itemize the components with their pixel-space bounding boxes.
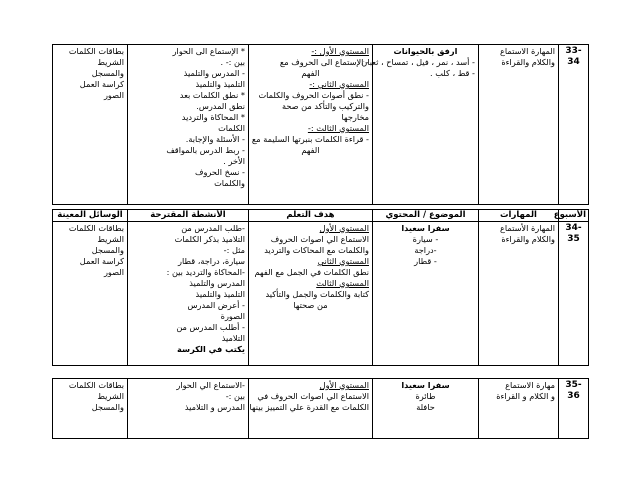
week-cell: 34-35 xyxy=(559,222,589,366)
activity-line: - الأسئلة والإجابة. xyxy=(185,134,245,144)
activity-line: الأخر . xyxy=(223,156,245,166)
topic-title: سفرا سعيدا xyxy=(401,380,450,390)
activity-line: مثل :- xyxy=(223,245,245,255)
topic-line: - أسد ، نمر ، فيل ، تمساح ، ثعبان xyxy=(361,57,475,67)
goal-line: والتركيب والتأكد من صحة xyxy=(281,101,369,111)
topic-line: - قطار xyxy=(414,256,437,266)
topic-line: - قط ، كلب . xyxy=(430,68,475,78)
header-topic: الموضوع / المحتوي xyxy=(373,210,479,222)
topic-line: طائرة xyxy=(415,391,436,401)
aids-cell xyxy=(53,222,128,366)
activity-line: المدرس والتلميذ xyxy=(189,278,245,288)
goal-level-heading: المستوي الثاني :- xyxy=(309,79,369,89)
skills-line: والكلام والقراءة xyxy=(501,234,555,244)
topic-title: سفرا سعيدا xyxy=(401,223,450,233)
header-goal: هدف التعلم xyxy=(249,210,373,222)
week-cell: 33-34 xyxy=(559,45,589,205)
goal-line: الاستماع الي اصوات الحروف في xyxy=(257,391,369,401)
goal-cell xyxy=(249,222,373,366)
aid-line: بطاقات الكلمات xyxy=(68,223,124,233)
goal-line: كتابة والكلمات والجمل والتأكيد xyxy=(265,289,369,299)
aid-line: الصور xyxy=(103,267,124,277)
aid-line: الصور xyxy=(103,90,124,100)
goal-level-heading: المستوي الثاني xyxy=(317,256,369,266)
activity-line: والكلمات xyxy=(214,178,245,188)
aid-line: بطاقات الكلمات xyxy=(68,380,124,390)
topic-line: حافلة xyxy=(416,402,435,412)
goal-line: الفهم xyxy=(301,68,320,78)
activity-line: * نطق الكلمات بعد xyxy=(179,90,245,100)
goal-level-heading: المستوي الثالث :- xyxy=(307,123,369,133)
aid-line: كراسة العمل xyxy=(79,256,124,266)
activity-line: التلميذ والتلميذ xyxy=(195,79,245,89)
lesson-table-3 xyxy=(52,378,589,439)
activity-line: المدرس و التلاميذ xyxy=(184,402,245,412)
activity-line: - أعرض المدرس xyxy=(187,300,245,310)
goal-level-heading: المستوي الأول xyxy=(319,223,369,233)
topic-line: - سيارة xyxy=(412,234,439,244)
skills-cell xyxy=(479,45,559,205)
activities-cell xyxy=(128,222,249,366)
activity-line: * الإستماع الى الحوار xyxy=(172,46,245,56)
activity-line: سيارة، دراجة، قطار xyxy=(178,256,245,266)
table-row xyxy=(53,222,589,366)
table-row xyxy=(53,45,589,205)
goal-level-heading: المستوي الأول :- xyxy=(311,46,369,56)
lesson-table-1 xyxy=(52,44,589,205)
aids-cell xyxy=(53,379,128,439)
goal-cell xyxy=(249,45,373,205)
topic-cell xyxy=(361,45,479,205)
topic-line: -دراجة xyxy=(414,245,437,255)
activity-line: نطق المدرس. xyxy=(196,101,245,111)
aid-line: والمسجل xyxy=(91,245,124,255)
skills-line: المهارة الاستماع xyxy=(499,46,555,56)
activity-line: -طلب المدرس من xyxy=(181,223,245,233)
aid-line: والمسجل xyxy=(91,68,124,78)
activity-line: التلاميذ بذكر الكلمات xyxy=(174,234,245,244)
skills-line: المهارة الأستماع xyxy=(499,223,555,233)
header-skills: المهارات xyxy=(479,210,559,222)
activities-cell xyxy=(128,45,249,205)
activity-line: التلاميذ xyxy=(221,333,245,343)
lesson-table-2 xyxy=(52,209,589,366)
goal-line: الكلمات مع القدرة علي التمييز بينها xyxy=(249,402,369,412)
header-row xyxy=(53,210,589,222)
activity-line: - أطلب المدرس من xyxy=(176,322,245,332)
skills-line: و الكلام و القراءة xyxy=(496,391,555,401)
goal-cell xyxy=(249,379,373,439)
aid-line: الشريط xyxy=(97,391,124,401)
goal-line: - قراءة الكلمات بنبرتها السليمة مع xyxy=(251,134,369,144)
goal-level-heading: المستوي الأول xyxy=(319,380,369,390)
activity-line: -الاستماع الي الحوار xyxy=(176,380,245,390)
goal-level-heading: المستوي الثالث xyxy=(316,278,369,288)
aids-cell xyxy=(53,45,128,205)
aid-line: الشريط xyxy=(97,57,124,67)
activity-line: - نسخ الحروف xyxy=(194,167,245,177)
header-aids: الوسائل المعينة xyxy=(53,210,128,222)
activity-line: التلميذ والتلميذ xyxy=(195,289,245,299)
activities-cell xyxy=(128,379,249,439)
activity-line: - ربط الدرس بالمواقف xyxy=(166,145,245,155)
activity-line: بين :- xyxy=(225,391,245,401)
topic-cell xyxy=(373,222,479,366)
skills-cell xyxy=(479,222,559,366)
header-week: الأسبوع xyxy=(559,210,589,222)
goal-line: الفهم xyxy=(301,145,320,155)
skills-line: والكلام والقراءة xyxy=(501,57,555,67)
aid-line: الشريط xyxy=(97,234,124,244)
topic-title: ارفق بالحيوانات xyxy=(393,46,458,56)
table-row xyxy=(53,379,589,439)
activity-line: * المحاكاة والترديد xyxy=(181,112,245,122)
goal-line: والكلمات مع المحاكات والترديد xyxy=(264,245,369,255)
activity-line: بين :- . xyxy=(220,57,245,67)
activity-line: الصورة xyxy=(220,311,245,321)
activity-line: يكتب في الكرسة xyxy=(177,344,245,354)
goal-line: من صحتها xyxy=(293,300,328,310)
activity-line: الكلمات xyxy=(218,123,245,133)
activity-line: -المحاكاة والترديد بين : xyxy=(166,267,245,277)
goal-line: - الإستماع الى الحروف مع xyxy=(279,57,369,67)
skills-line: مهارة الاستماع xyxy=(505,380,555,390)
goal-line: مخارجها xyxy=(341,112,369,122)
goal-line: نطق الكلمات في الجمل مع الفهم xyxy=(254,267,369,277)
skills-cell xyxy=(479,379,559,439)
week-cell: 35-36 xyxy=(559,379,589,439)
header-activities: الأنشطة المقترحة xyxy=(128,210,249,222)
aid-line: والمسجل xyxy=(91,402,124,412)
activity-line: - المدرس والتلميذ xyxy=(183,68,245,78)
topic-cell xyxy=(373,379,479,439)
aid-line: كراسة العمل xyxy=(79,79,124,89)
goal-line: الاستماع الي اصوات الحروف xyxy=(270,234,369,244)
aid-line: بطاقات الكلمات xyxy=(68,46,124,56)
goal-line: - نطق أصوات الحروف والكلمات xyxy=(258,90,369,100)
